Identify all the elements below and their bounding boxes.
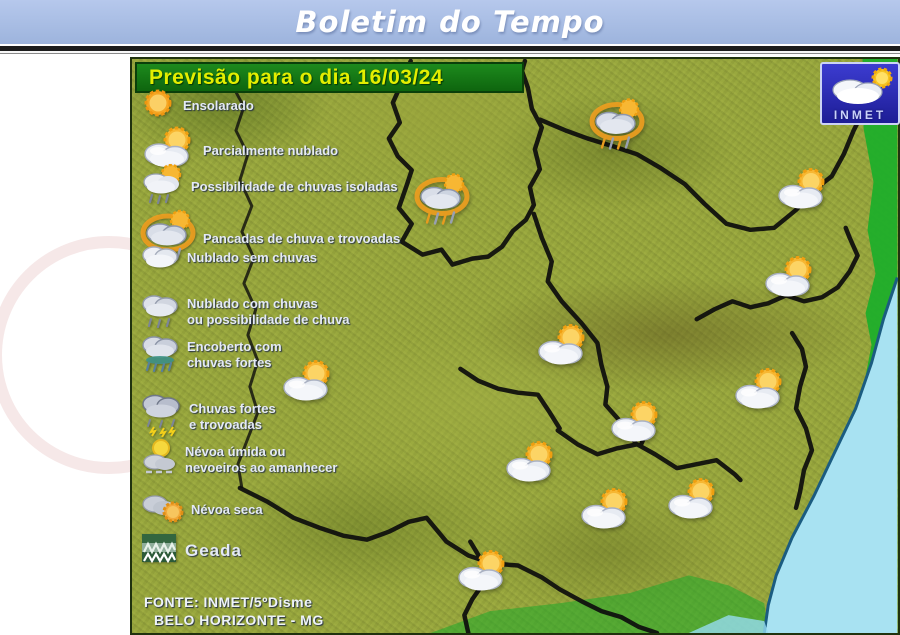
legend-heavyrain-icon xyxy=(140,332,180,377)
weather-icon-partly xyxy=(607,400,663,451)
legend-sun-icon xyxy=(140,85,176,126)
weather-icon-partly xyxy=(502,440,558,491)
weather-icon-partly xyxy=(774,167,830,218)
weather-icon-rainsun xyxy=(414,173,470,232)
weather-icon-partly xyxy=(664,477,720,528)
source-line-1: FONTE: INMET/5ºDisme xyxy=(144,594,313,610)
legend-label: Névoa úmida ou nevoeiros ao amanhecer xyxy=(185,443,338,475)
legend-item xyxy=(140,85,254,126)
legend-label: Pancadas de chuva e trovoadas xyxy=(203,230,401,246)
weather-icon-partly xyxy=(731,367,787,418)
legend-fogdry-icon xyxy=(140,490,184,529)
legend-fogsun-icon xyxy=(140,438,178,481)
legend-label: Encoberto com chuvas fortes xyxy=(187,338,282,370)
legend-item xyxy=(140,332,282,377)
source-credit xyxy=(144,593,324,629)
source-line-2: BELO HORIZONTE - MG xyxy=(154,612,324,628)
legend-frost-icon xyxy=(140,532,178,569)
weather-icon-partly xyxy=(577,487,633,538)
legend-label: Névoa seca xyxy=(191,501,263,517)
legend-cloudrain-icon xyxy=(140,290,180,333)
legend-label: Geada xyxy=(185,540,242,560)
legend-item xyxy=(140,290,350,333)
weather-icon-partly xyxy=(279,359,335,410)
legend-item xyxy=(140,490,263,529)
bulletin-header xyxy=(0,0,900,44)
header-divider xyxy=(0,44,900,57)
legend-label: Nublado sem chuvas xyxy=(187,249,318,265)
legend-label: Possibilidade de chuvas isoladas xyxy=(191,178,398,194)
legend-cloud-icon xyxy=(140,240,180,275)
legend-item xyxy=(140,532,242,569)
legend-item xyxy=(140,164,398,209)
weather-icon-partly xyxy=(454,549,510,600)
inmet-logo xyxy=(820,62,900,125)
weather-icon-rainsun xyxy=(589,98,645,157)
bulletin-title: Boletim do Tempo xyxy=(295,5,605,39)
map-title: Previsão para o dia 16/03/24 xyxy=(149,65,444,89)
legend-item xyxy=(140,438,337,481)
legend-label: Parcialmente nublado xyxy=(203,142,339,158)
legend-label: Ensolarado xyxy=(183,97,254,113)
weather-icon-partly xyxy=(761,255,817,306)
inmet-logo-text: INMET xyxy=(833,108,887,122)
legend-item xyxy=(140,391,276,442)
weather-icon-partly xyxy=(534,323,590,374)
legend-sunrain-icon xyxy=(140,164,184,209)
legend-storm-icon xyxy=(140,391,182,442)
legend-label: Nublado com chuvas ou possibilidade de chuva xyxy=(187,295,350,327)
forecast-map xyxy=(130,57,900,635)
legend-label: Chuvas fortes e trovoadas xyxy=(189,400,276,432)
legend-item xyxy=(140,240,317,275)
